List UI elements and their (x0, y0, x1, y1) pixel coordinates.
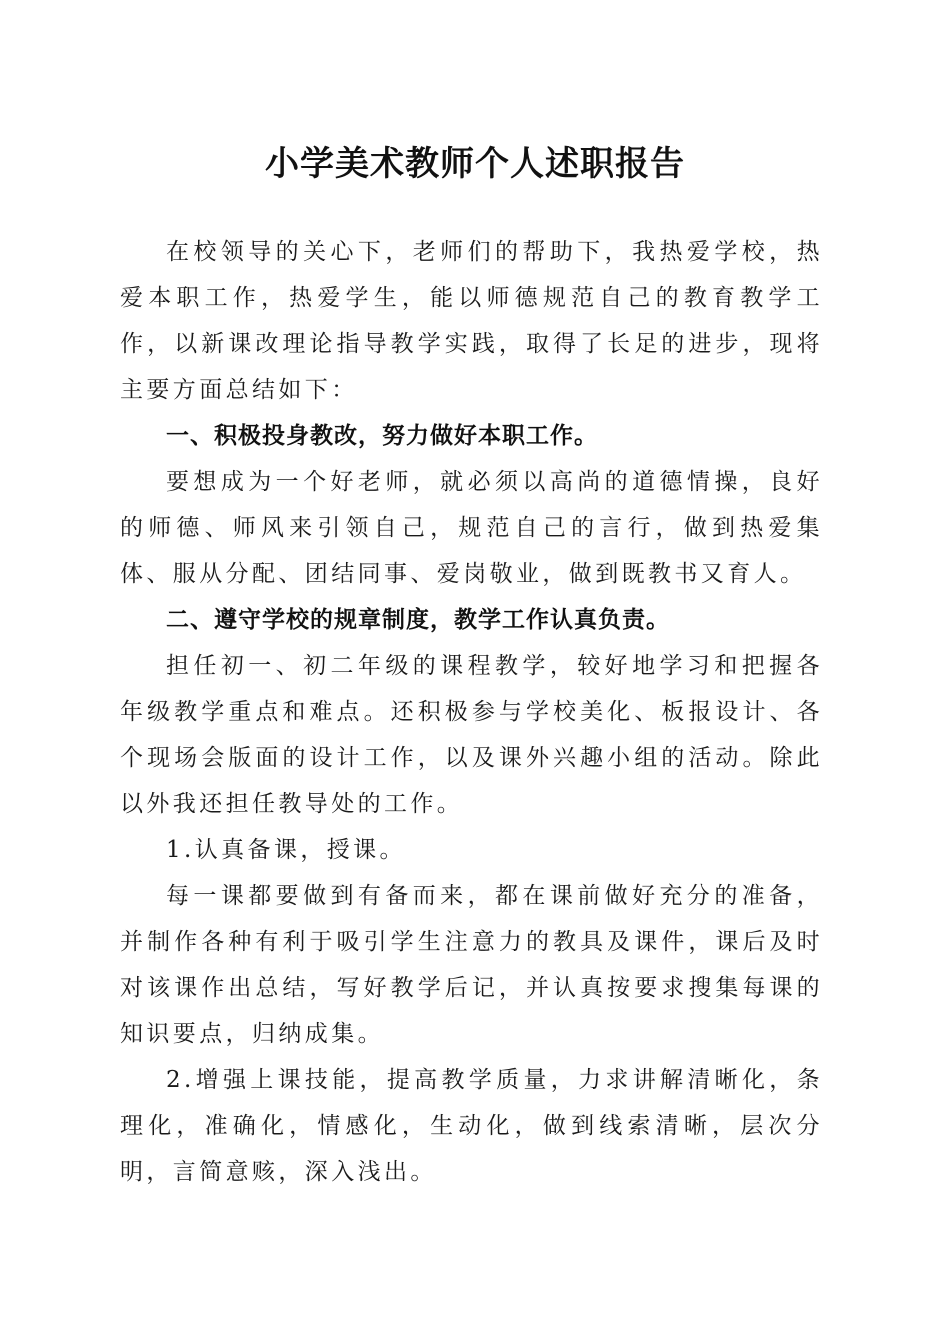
document-title: 小学美术教师个人述职报告 (265, 144, 685, 184)
item-2-paragraph: 2.增强上课技能，提高教学质量，力求讲解清晰化，条理化，准确化，情感化，生动化，做到线索清晰，层次分明，言简意赅，深入浅出。 (120, 1067, 823, 1185)
item-1-heading: 1.认真备课，授课。 (166, 837, 406, 863)
document-body (120, 229, 823, 1195)
section-heading-1: 一、积极投身教改，努力做好本职工作。 (166, 423, 598, 449)
section-heading-2: 二、遵守学校的规章制度，教学工作认真负责。 (166, 607, 670, 633)
intro-paragraph: 在校领导的关心下，老师们的帮助下，我热爱学校，热爱本职工作，热爱学生，能以师德规范自己的教育教学工作，以新课改理论指导教学实践，取得了长足的进步，现将主要方面总结如下： (120, 239, 823, 403)
item-1-paragraph: 每一课都要做到有备而来，都在课前做好充分的准备，并制作各种有利于吸引学生注意力的教具及课件，课后及时对该课作出总结，写好教学后记，并认真按要求搜集每课的知识要点，归纳成集。 (120, 883, 823, 1047)
section-1-paragraph: 要想成为一个好老师，就必须以高尚的道德情操，良好的师德、师风来引领自己，规范自己的言行，做到热爱集体、服从分配、团结同事、爱岗敬业，做到既教书又育人。 (120, 469, 823, 587)
section-2-paragraph: 担任初一、初二年级的课程教学，较好地学习和把握各年级教学重点和难点。还积极参与学校美化、板报设计、各个现场会版面的设计工作，以及课外兴趣小组的活动。除此以外我还担任教导处的工作。 (120, 653, 823, 817)
